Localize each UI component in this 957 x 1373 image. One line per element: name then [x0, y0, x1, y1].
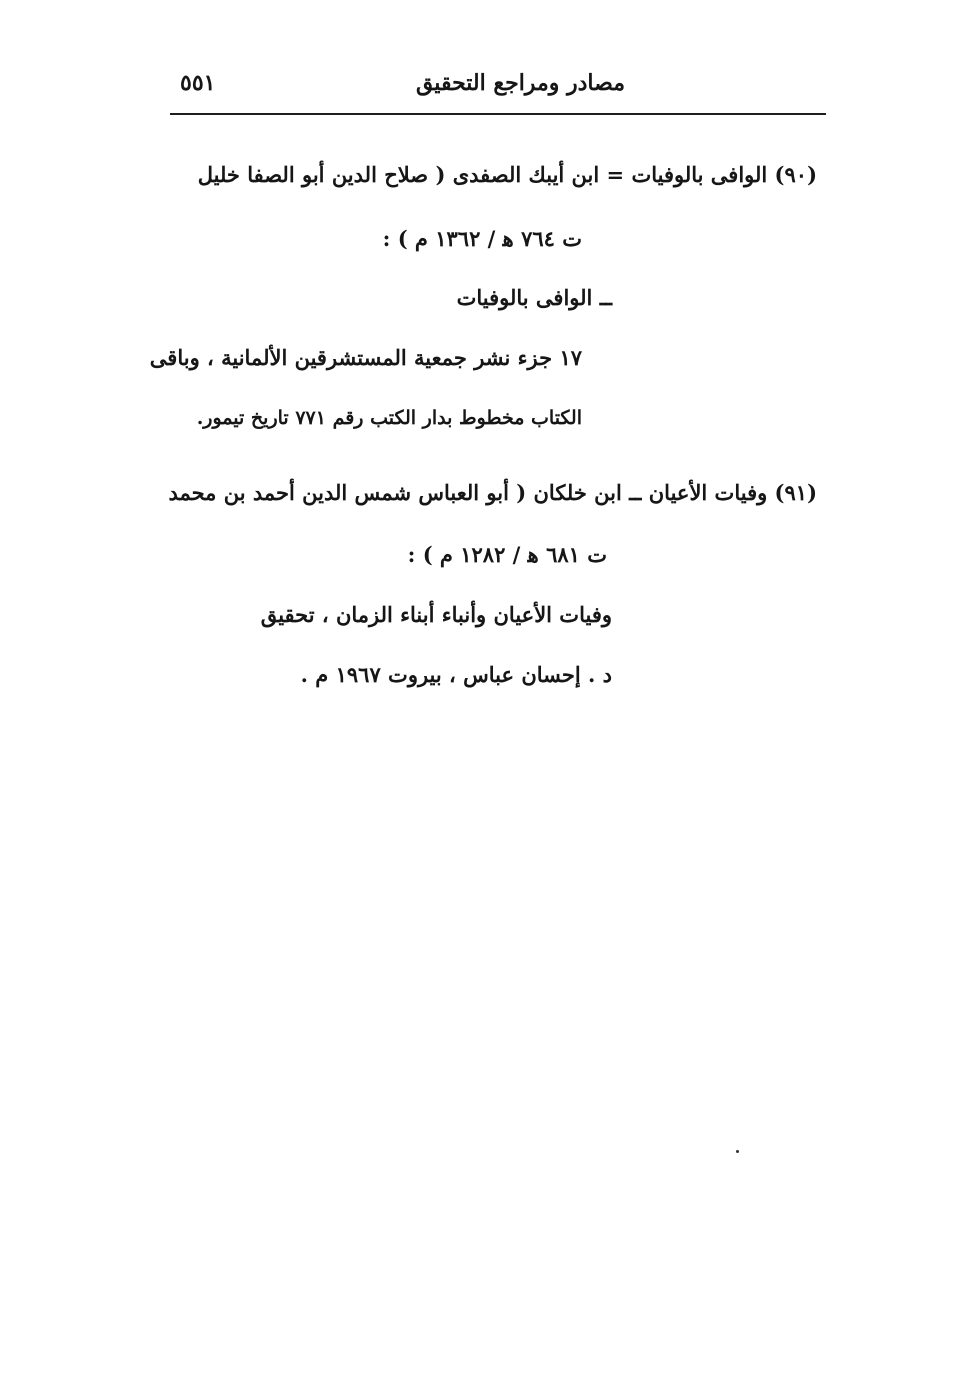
entry-90-work-title: ــ الوافى بالوفيات — [456, 285, 612, 310]
entry-91-edition-note: د . إحسان عباس ، بيروت ١٩٦٧ م . — [300, 662, 612, 687]
running-header-title: مصادر ومراجع التحقيق — [415, 70, 625, 96]
entry-91-death-date: ت ٦٨١ ﻫ / ١٢٨٢ م ) : — [407, 542, 607, 567]
entry-90-heading: (٩٠) الوافى بالوفيات = ابن أيبك الصفدى ( صلاح الدين أبو الصفا خليل — [197, 162, 817, 187]
entry-90-manuscript-note: الكتاب مخطوط بدار الكتب رقم ٧٧١ تاريخ تيمور. — [196, 407, 582, 429]
page-number: ٥٥١ — [180, 70, 216, 96]
entry-90-edition-note: ١٧ جزء نشر جمعية المستشرقين الألمانية ، وباقى — [149, 345, 582, 370]
header-rule — [170, 113, 826, 115]
ink-speck — [736, 1150, 739, 1153]
entry-91-heading: (٩١) وفيات الأعيان ــ ابن خلكان ( أبو العباس شمس الدين أحمد بن محمد — [168, 480, 817, 505]
entry-91-work-title: وفيات الأعيان وأنباء أبناء الزمان ، تحقيق — [260, 602, 612, 627]
entry-90-death-date: ت ٧٦٤ ﻫ / ١٣٦٢ م ) : — [382, 226, 582, 251]
